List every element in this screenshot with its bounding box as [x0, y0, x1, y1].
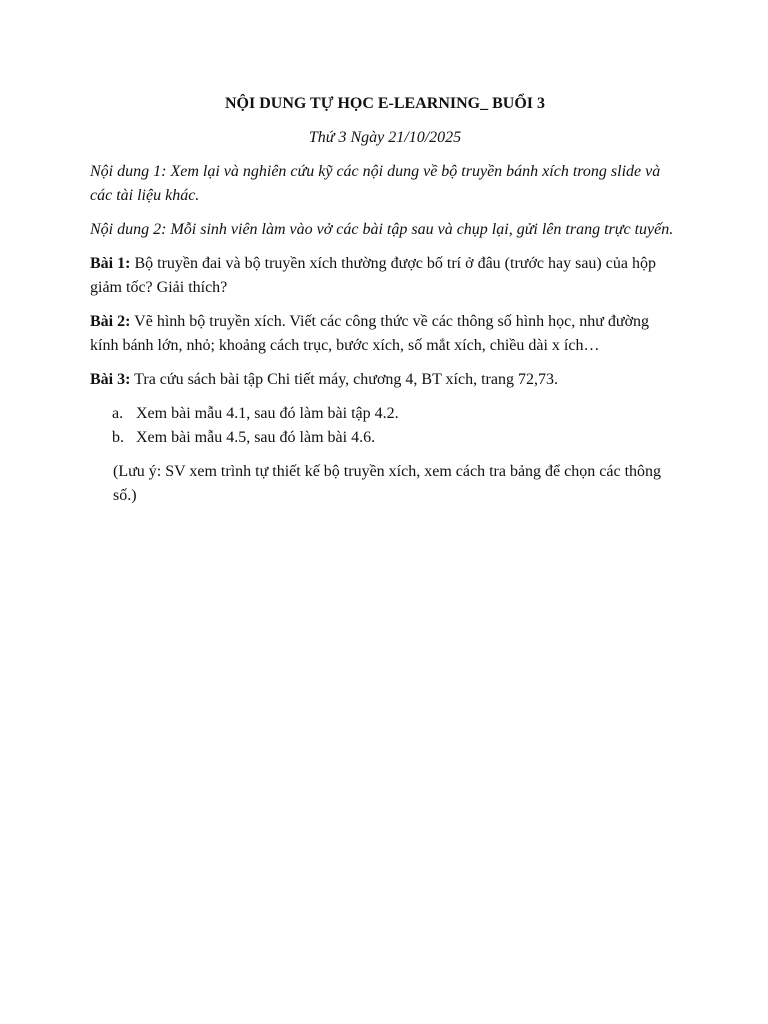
document-date: Thứ 3 Ngày 21/10/2025: [308, 129, 462, 146]
list-item: [112, 426, 680, 450]
sub-item-list: [90, 402, 680, 450]
content-item-2: Nội dung 2: Mỗi sinh viên làm vào vở các bài tập sau và chụp lại, gửi lên trang trực tuyến.: [90, 221, 674, 238]
exercise-label: Bài 2:: [90, 313, 131, 330]
list-item: [112, 402, 680, 426]
exercise-1: [90, 252, 680, 300]
document-title: NỘI DUNG TỰ HỌC E-LEARNING_ BUỔI 3: [224, 95, 546, 112]
document-body: [90, 92, 680, 508]
exercise-text: Vẽ hình bộ truyền xích. Viết các công thức về các thông số hình học, như đường kính bánh lớn, nhỏ; khoảng cách trục, bước xích, số mắt xích, chiều dài x ích…: [90, 313, 650, 354]
list-item-text: Xem bài mẫu 4.1, sau đó làm bài tập 4.2.: [136, 405, 399, 422]
exercise-label: Bài 3:: [90, 371, 131, 388]
exercise-3: [90, 368, 680, 392]
list-item-text: Xem bài mẫu 4.5, sau đó làm bài 4.6.: [136, 429, 376, 446]
note: (Lưu ý: SV xem trình tự thiết kế bộ truyền xích, xem cách tra bảng để chọn các thông số.): [113, 463, 662, 504]
exercise-text: Bộ truyền đai và bộ truyền xích thường được bố trí ở đâu (trước hay sau) của hộp giảm tốc? Giải thích?: [90, 255, 656, 296]
content-item-1: Nội dung 1: Xem lại và nghiên cứu kỹ các nội dung về bộ truyền bánh xích trong slide và các tài liệu khác.: [90, 163, 661, 204]
exercise-text: Tra cứu sách bài tập Chi tiết máy, chương 4, BT xích, trang 72,73.: [130, 371, 558, 388]
list-marker: b.: [112, 429, 124, 446]
list-marker: a.: [112, 405, 124, 422]
exercise-label: Bài 1:: [90, 255, 131, 272]
exercise-2: [90, 310, 680, 358]
